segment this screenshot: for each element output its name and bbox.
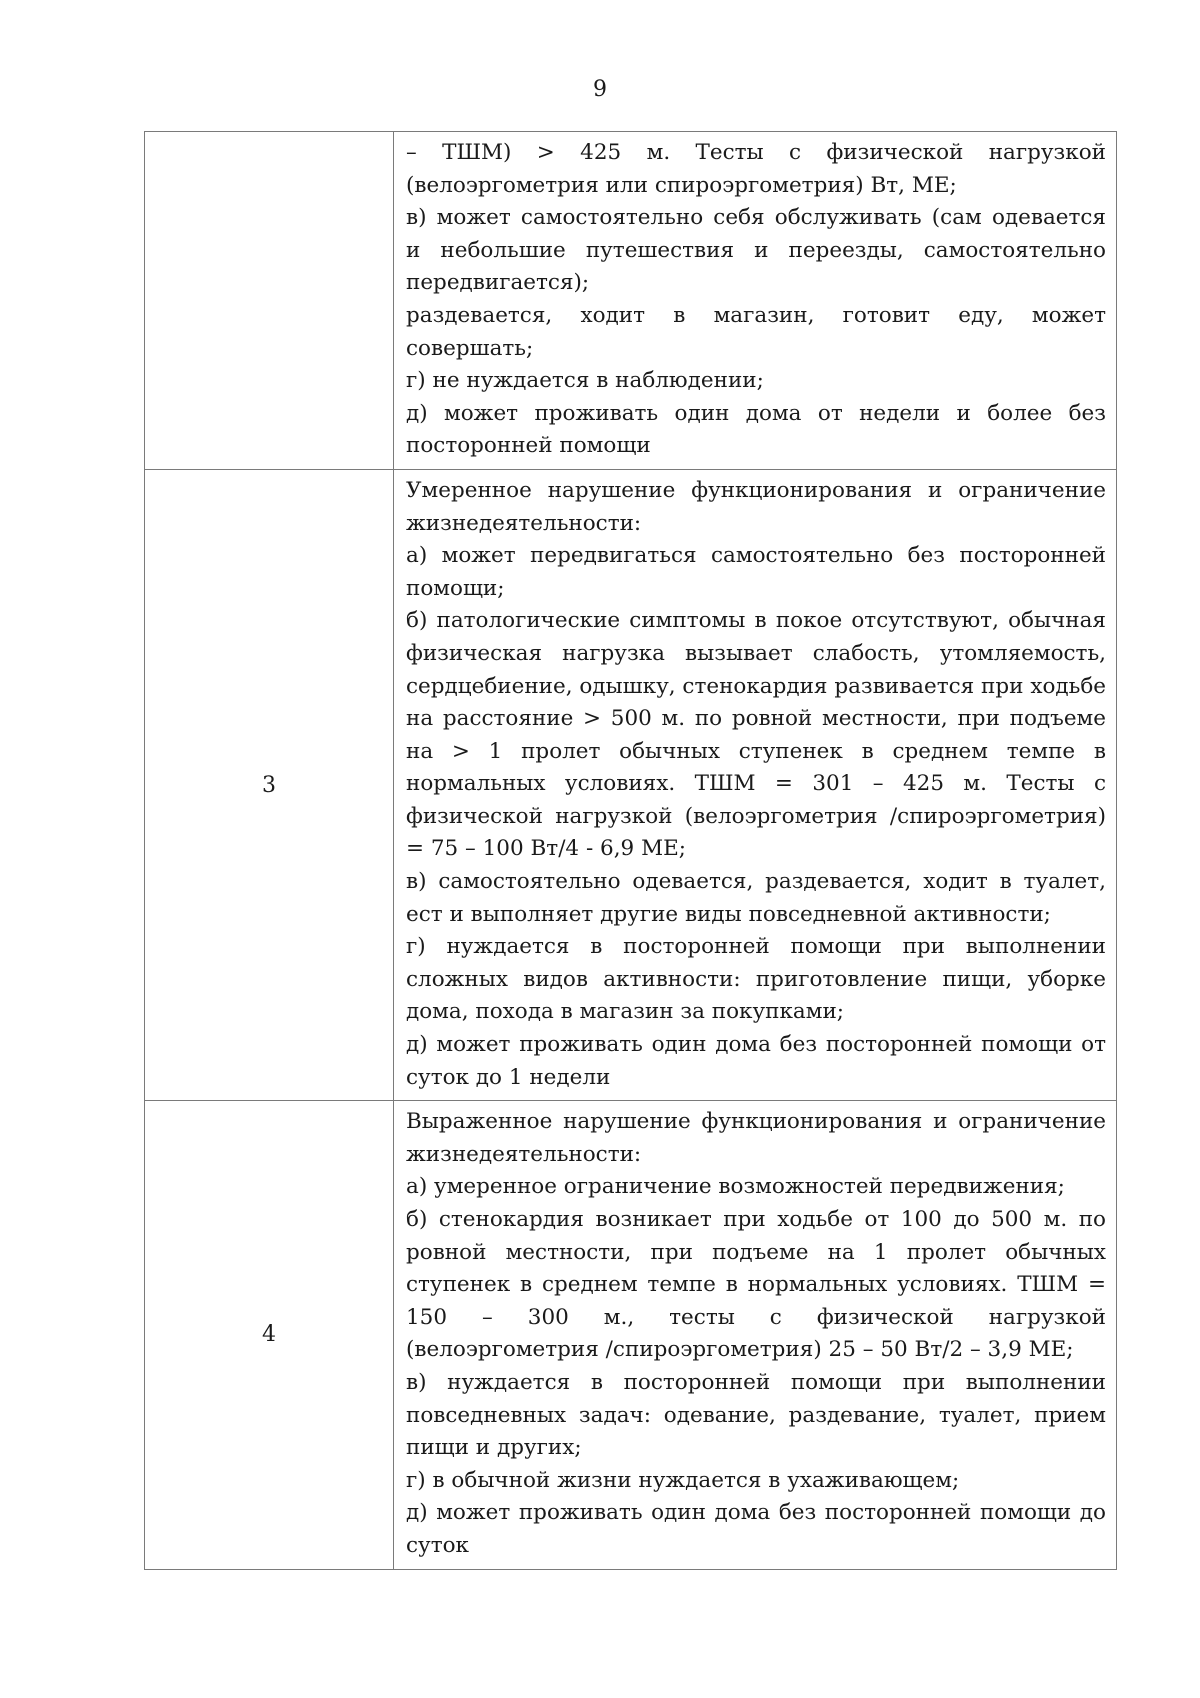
grade-cell [145,132,394,470]
description-line: в) самостоятельно одевается, раздевается, ходит в туалет, ест и выполняет другие виды повседневной активности; [406,869,1106,927]
description-line: д) может проживать один дома от недели и более без посторонней помощи [406,400,1106,459]
description-cell [394,469,1117,1100]
grade-cell: 4 [145,1101,394,1569]
description-cell [394,1101,1117,1569]
description-line: д) может проживать один дома без посторонней помощи от суток до 1 недели [406,1032,1106,1090]
description-line: а) умеренное ограничение возможностей передвижения; [406,1174,1065,1200]
description-cell [394,132,1117,470]
description-line: в) нуждается в посторонней помощи при выполнении повседневных задач: одевание, раздевание, туалет, прием пищи и других; [406,1369,1106,1461]
description-line: г) не нуждается в наблюдении; [406,368,764,394]
description-line: б) патологические симптомы в покое отсутствуют, обычная физическая нагрузка вызывает слабость, утомляемость, сердцебиение, одышку, стенокардия развивается при ходьбе на расстояние > 500 м. по ровной местности, при подъеме на > 1 пролет обычных ступенек в среднем темпе в нормальных условиях. ТШМ = 301 – 425 м. Тесты с физической нагрузкой (велоэргометрия /спироэргометрия) = 75 – 100 Вт/4 - 6,9 МЕ; [406,608,1106,862]
description-line: Умеренное нарушение функционирования и ограничение жизнедеятельности: [406,477,1106,536]
table-row [145,1101,1117,1569]
description-line: б) стенокардия возникает при ходьбе от 100 до 500 м. по ровной местности, при подъеме на 1 пролет обычных ступенек в среднем темпе в нормальных условиях. ТШМ = 150 – 300 м., тесты с физической нагрузкой (велоэргометрия /спироэргометрия) 25 – 50 Вт/2 – 3,9 МЕ; [406,1207,1106,1363]
description-line: – ТШМ) > 425 м. Тесты с физической нагрузкой (велоэргометрия или спироэргометрия) Вт, МЕ; [406,140,1106,198]
grade-cell: 3 [145,469,394,1100]
page-number: 9 [593,77,607,102]
description-line: раздевается, ходит в магазин, готовит еду, может совершать; [406,302,1106,361]
description-line: г) нуждается в посторонней помощи при выполнении сложных видов активности: приготовление пищи, уборке дома, похода в магазин за покупками; [406,934,1106,1025]
table-row [145,132,1117,470]
description-line: а) может передвигаться самостоятельно без посторонней помощи; [406,543,1106,601]
description-line: в) может самостоятельно себя обслуживать (сам одевается и небольшие путешествия и переезды, самостоятельно передвигается); [406,205,1106,296]
rehabilitation-grade-table [144,131,1117,1570]
description-line: Выраженное нарушение функционирования и ограничение жизнедеятельности: [406,1109,1106,1167]
description-line: г) в обычной жизни нуждается в ухаживающем; [406,1467,960,1493]
table-row [145,469,1117,1100]
description-line: д) может проживать один дома без посторонней помощи до суток [406,1500,1106,1558]
